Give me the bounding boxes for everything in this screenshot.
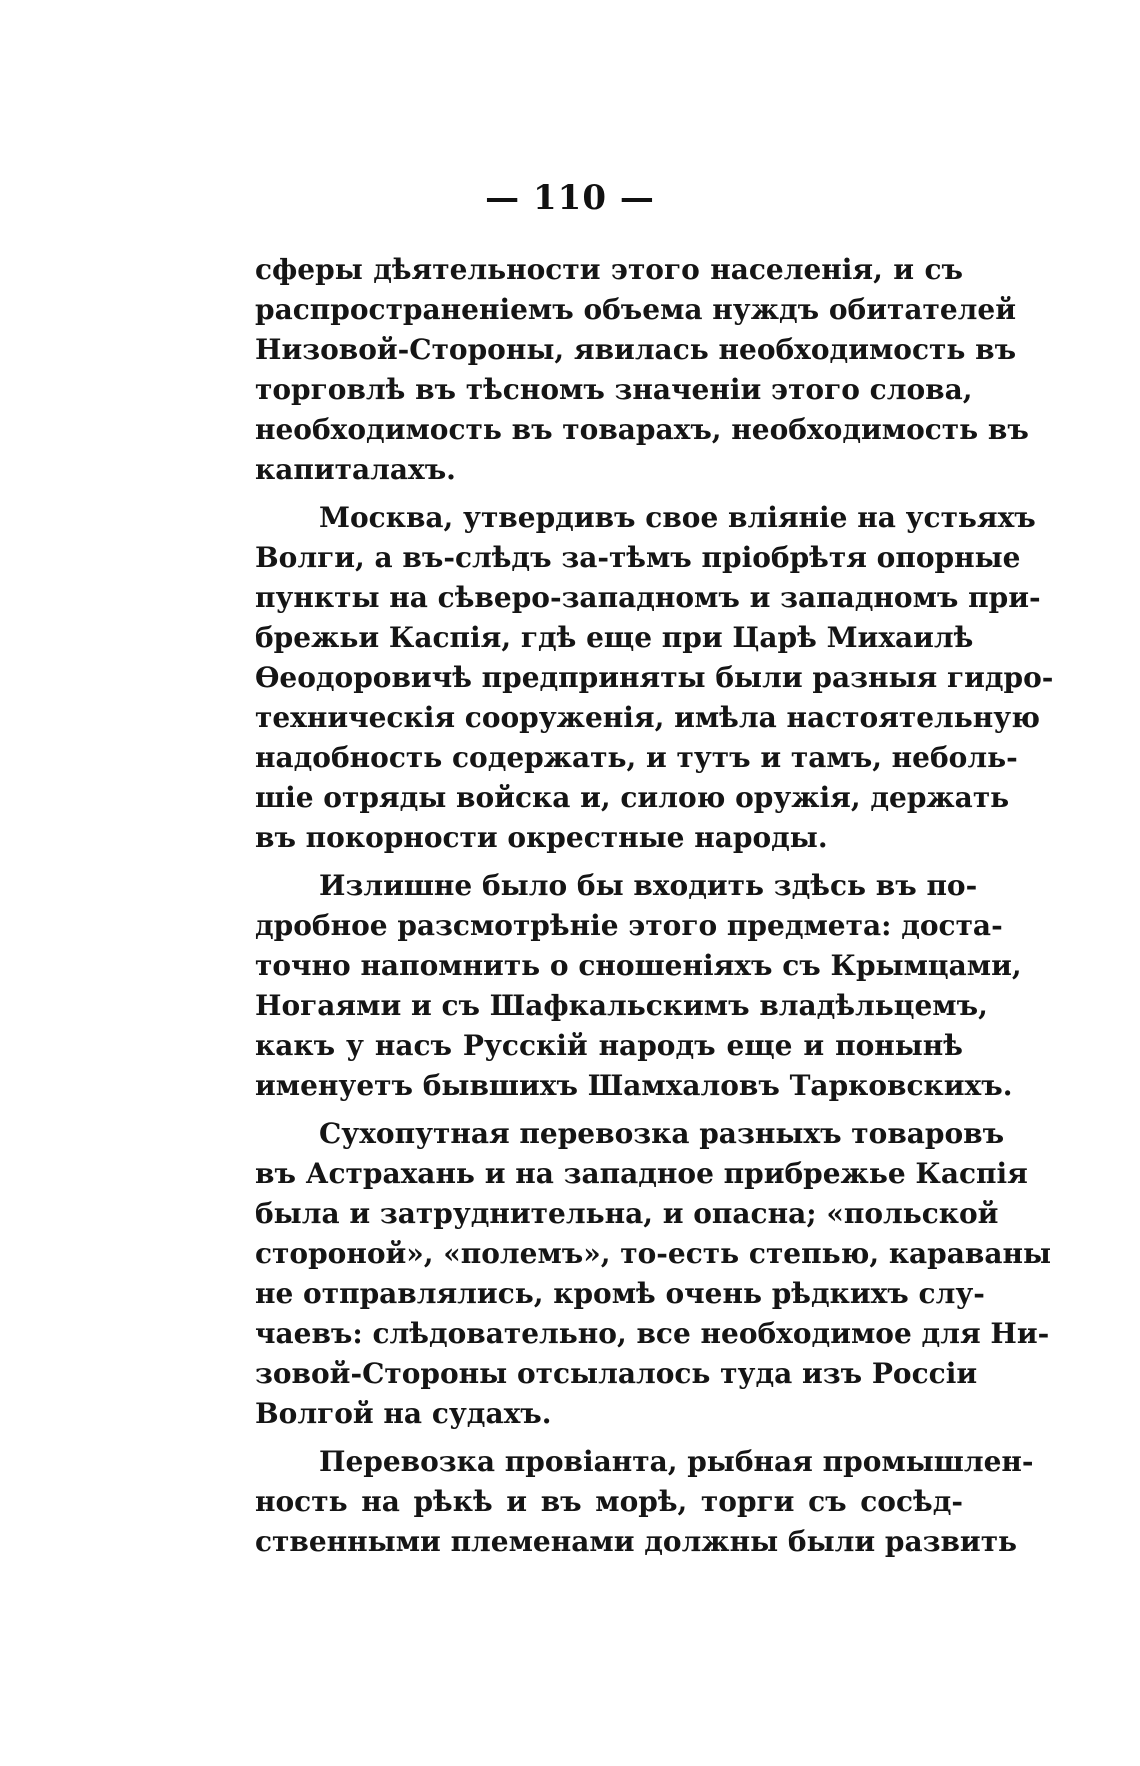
text-line: въ Астрахань и на западное прибрежье Каспія	[255, 1157, 1028, 1190]
text-line: техническія сооруженія, имѣла настоятельную	[255, 701, 1040, 734]
paragraph	[255, 1442, 1034, 1562]
text-line: надобность содержать, и тутъ и тамъ, неболь-	[255, 741, 1018, 774]
text-line: пункты на сѣверо-западномъ и западномъ при-	[255, 581, 1041, 614]
page-number: — 110 —	[485, 178, 655, 218]
paragraph	[255, 250, 1029, 490]
text-line: Волгой на судахъ.	[255, 1397, 552, 1430]
text-line: въ покорности окрестные народы.	[255, 821, 828, 854]
text-line: была и затруднительна, и опасна; «польской	[255, 1197, 999, 1230]
body-text	[255, 250, 1054, 1562]
text-line: Ногаями и съ Шафкальскимъ владѣльцемъ,	[255, 989, 988, 1022]
text-line: распространеніемъ объема нуждъ обитателей	[255, 293, 1016, 326]
paragraph	[255, 498, 1054, 858]
text-line: дробное разсмотрѣніе этого предмета: доста-	[255, 909, 1003, 942]
text-line: Низовой-Стороны, явилась необходимость въ	[255, 333, 1017, 366]
text-line: какъ у насъ Русскій народъ еще и понынѣ	[255, 1029, 963, 1062]
paragraph	[255, 866, 1022, 1106]
text-line: ственными племенами должны были развить	[255, 1525, 1018, 1558]
text-line: зовой-Стороны отсылалось туда изъ Россіи	[255, 1357, 978, 1390]
text-line: торговлѣ въ тѣсномъ значеніи этого слова,	[255, 373, 973, 406]
text-line: необходимость въ товарахъ, необходимость въ	[255, 413, 1029, 446]
text-line: Ѳеодоровичѣ предприняты были разныя гидро-	[255, 661, 1054, 694]
text-line: стороной», «полемъ», то-есть степью, караваны	[255, 1237, 1052, 1270]
text-line: брежьи Каспія, гдѣ еще при Царѣ Михаилѣ	[255, 621, 974, 654]
text-line: Москва, утвердивъ свое вліяніе на устьяхъ	[319, 501, 1036, 534]
text-line: сферы дѣятельности этого населенія, и съ	[255, 253, 963, 286]
text-line: капиталахъ.	[255, 453, 456, 486]
text-line: Сухопутная перевозка разныхъ товаровъ	[319, 1117, 1005, 1150]
text-line: чаевъ: слѣдовательно, все необходимое для Ни-	[255, 1317, 1050, 1350]
text-line: именуетъ бывшихъ Шамхаловъ Тарковскихъ.	[255, 1069, 1013, 1102]
text-line: Излишне было бы входить здѣсь въ по-	[319, 869, 978, 902]
text-line: не отправлялись, кромѣ очень рѣдкихъ слу-	[255, 1277, 985, 1310]
text-line: точно напомнить о сношеніяхъ съ Крымцами,	[255, 949, 1022, 982]
text-line: Перевозка провіанта, рыбная промышлен-	[319, 1445, 1034, 1478]
text-line: ность на рѣкѣ и въ морѣ, торги съ сосѣд-	[255, 1485, 963, 1518]
text-line: Волги, а въ-слѣдъ за-тѣмъ пріобрѣтя опорные	[255, 541, 1021, 574]
paragraph	[255, 1114, 1052, 1434]
text-line: шіе отряды войска и, силою оружія, держать	[255, 781, 1010, 814]
